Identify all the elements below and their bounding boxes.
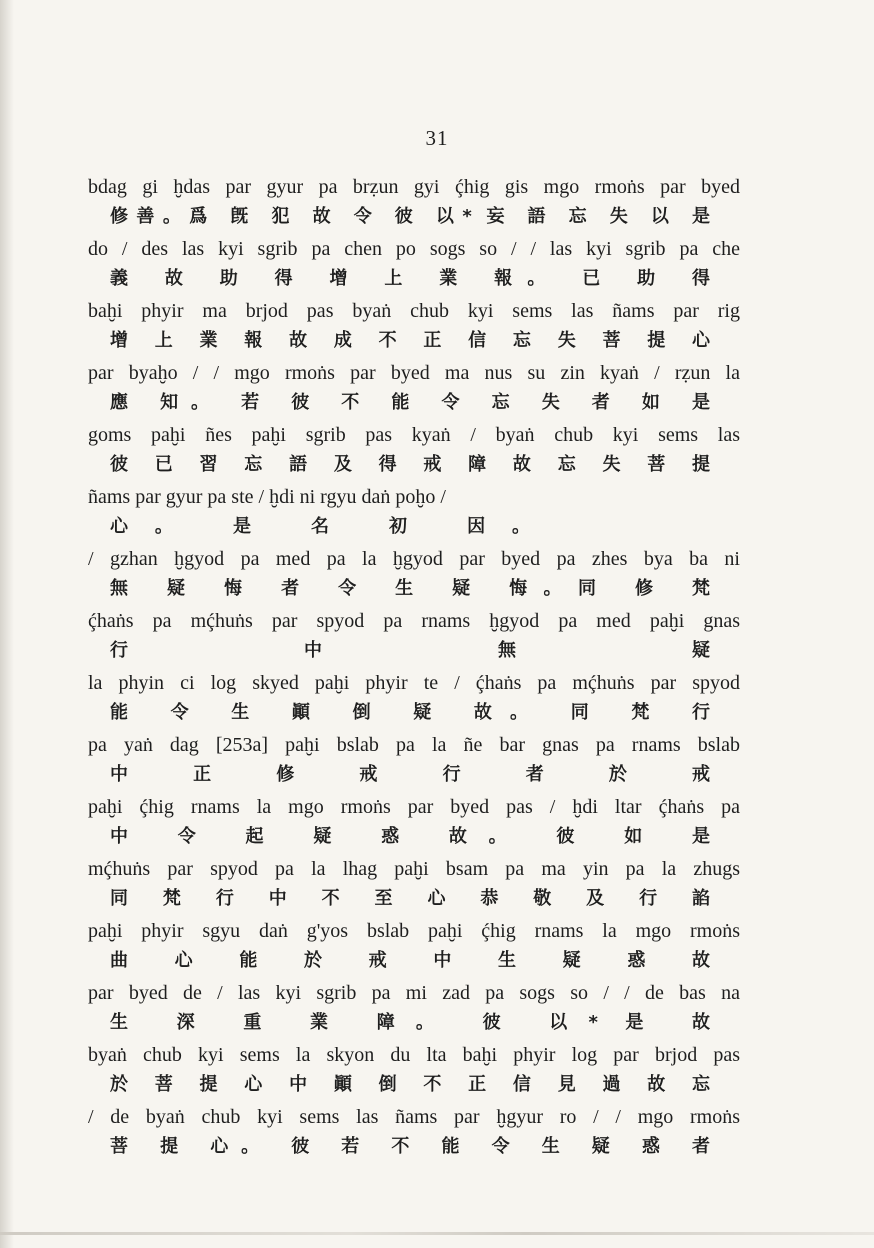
chinese-gloss-line: 於 菩 提 心 中 顚 倒 不 正 信 見 過 故 忘 [110, 1074, 710, 1095]
line-pair [88, 544, 740, 606]
page-number: 31 [425, 126, 449, 150]
transliteration-line: do / des las kyi sgrib pa chen po sogs so / / las kyi sgrib pa che [88, 238, 740, 260]
transliteration-line: ḉhaṅs pa mḉhuṅs par spyod pa rnams ḫgyod pa med paḫi gnas [88, 610, 740, 632]
chinese-gloss-line: 彼 已 習 忘 語 及 得 戒 障 故 忘 失 菩 提 [110, 454, 710, 475]
transliteration-line: / de byaṅ chub kyi sems las ñams par ḫgyur ro / / mgo rmoṅs [88, 1106, 740, 1128]
chinese-gloss-line: 義 故 助 得 增 上 業 報。 已 助 得 [110, 268, 710, 289]
chinese-gloss-line: 曲 心 能 於 戒 中 生 疑 惑 故 [110, 950, 710, 971]
chinese-gloss-line: 應 知。 若 彼 不 能 令 忘 失 者 如 是 [110, 392, 710, 413]
transliteration-line: paḫi ḉhig rnams la mgo rmoṅs par byed pas / ḫdi ltar ḉhaṅs pa [88, 796, 740, 818]
transliteration-line: goms paḫi ñes paḫi sgrib pas kyaṅ / byaṅ chub kyi sems las [88, 424, 740, 446]
line-pair [88, 916, 740, 978]
chinese-gloss-line: 菩 提 心。 彼 若 不 能 令 生 疑 惑 者 [110, 1136, 710, 1157]
transliteration-line: paḫi phyir sgyu daṅ g'yos bslab paḫi ḉhig rnams la mgo rmoṅs [88, 920, 740, 942]
transliteration-line: byaṅ chub kyi sems la skyon du lta baḫi phyir log par brjod pas [88, 1044, 740, 1066]
line-pair [88, 1102, 740, 1164]
chinese-gloss-line: 生 深 重 業 障。 彼 以* 是 故 [110, 1012, 710, 1033]
line-pair [88, 358, 740, 420]
line-pair [88, 978, 740, 1040]
transliteration-line: / gzhan ḫgyod pa med pa la ḫgyod par byed pa zhes bya ba ni [88, 548, 740, 570]
chinese-gloss-line: 增 上 業 報 故 成 不 正 信 忘 失 菩 提 心 [110, 330, 710, 351]
transliteration-line: pa yaṅ dag [253a] paḫi bslab pa la ñe bar gnas pa rnams bslab [88, 734, 740, 756]
transliteration-line: ñams par gyur pa ste / ḫdi ni rgyu daṅ poḫo / [88, 486, 446, 508]
chinese-gloss-line: 修善。爲 旣 犯 故 令 彼 以* 妄 語 忘 失 以 是 [110, 206, 710, 227]
line-pair [88, 854, 740, 916]
chinese-gloss-line: 同 梵 行 中 不 至 心 恭 敬 及 行 諂 [110, 888, 710, 909]
page-edge-shadow [0, 0, 14, 1248]
line-pair [88, 482, 740, 544]
line-pair [88, 296, 740, 358]
line-pair [88, 234, 740, 296]
transliteration-line: bdag gi ḫdas par gyur pa brẓun gyi ḉhig gis mgo rmoṅs par byed [88, 176, 740, 198]
line-pair [88, 668, 740, 730]
line-pair [88, 730, 740, 792]
transliteration-line: la phyin ci log skyed paḫi phyir te / ḉhaṅs pa mḉhuṅs par spyod [88, 672, 740, 694]
line-pair [88, 1040, 740, 1102]
transliteration-line: par byed de / las kyi sgrib pa mi zad pa sogs so / / de bas na [88, 982, 740, 1004]
chinese-gloss-line: 中 正 修 戒 行 者 於 戒 [110, 764, 710, 785]
line-pair [88, 172, 740, 234]
body-text [88, 172, 740, 1164]
line-pair [88, 792, 740, 854]
line-pair [88, 420, 740, 482]
transliteration-line: par byaḫo / / mgo rmoṅs par byed ma nus su zin kyaṅ / rẓun la [88, 362, 740, 384]
transliteration-line: mḉhuṅs par spyod pa la lhag paḫi bsam pa ma yin pa la zhugs [88, 858, 740, 880]
bottom-scan-edge [0, 1232, 874, 1235]
chinese-gloss-line: 心。 是 名 初 因。 [110, 516, 530, 537]
chinese-gloss-line: 中 令 起 疑 惑 故。 彼 如 是 [110, 826, 710, 847]
chinese-gloss-line: 無 疑 悔 者 令 生 疑 悔。同 修 梵 [110, 578, 710, 599]
line-pair [88, 606, 740, 668]
transliteration-line: baḫi phyir ma brjod pas byaṅ chub kyi sems las ñams par rig [88, 300, 740, 322]
chinese-gloss-line: 行 中 無 疑 [110, 640, 710, 661]
chinese-gloss-line: 能 令 生 顚 倒 疑 故。 同 梵 行 [110, 702, 710, 723]
